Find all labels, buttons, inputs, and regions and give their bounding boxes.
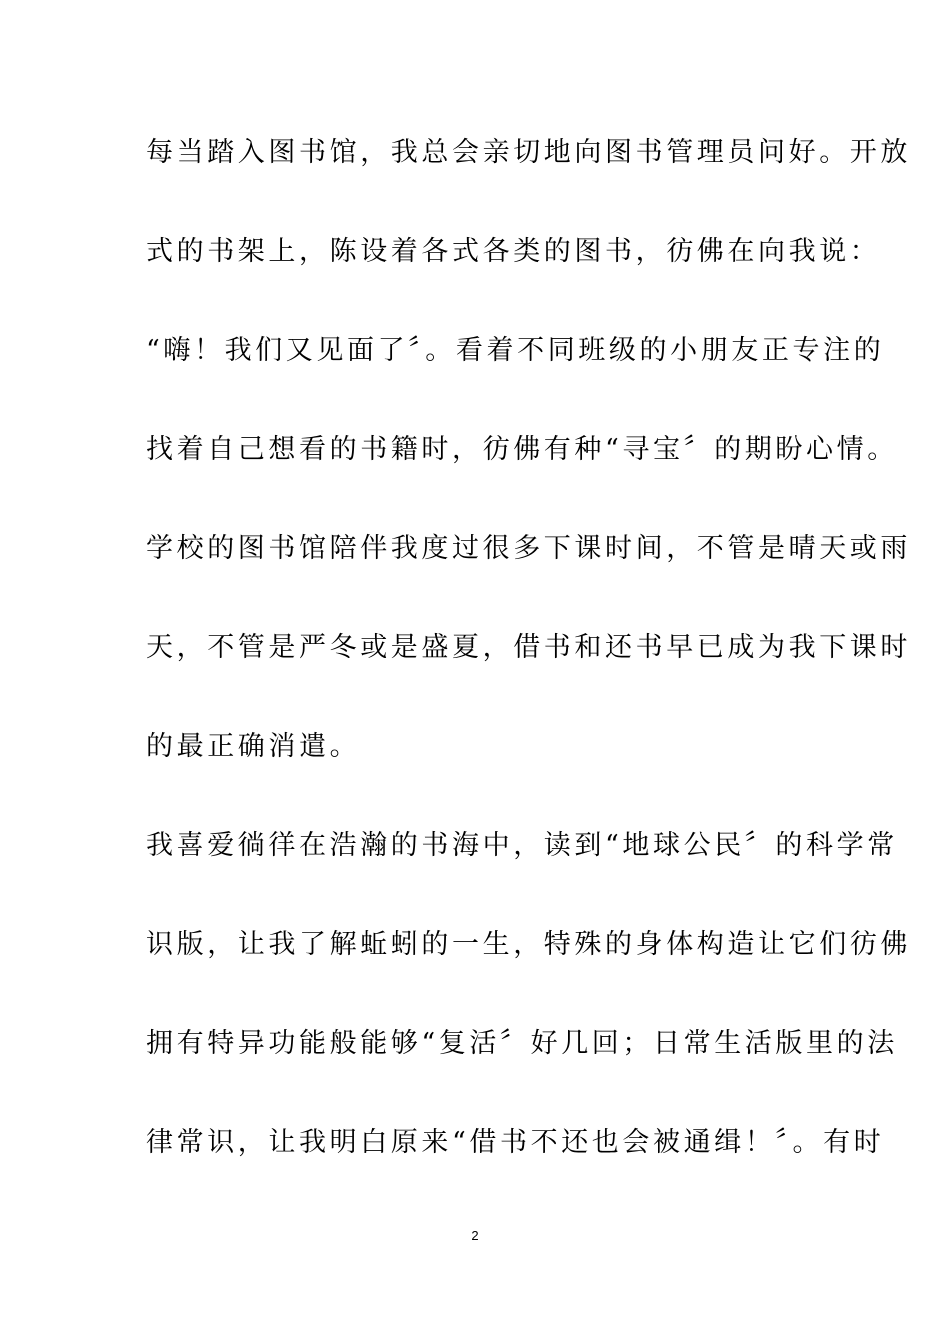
text-line-6: 天，不管是严冬或是盛夏，借书和还书早已成为我下课时	[146, 632, 911, 663]
text-line-7: 的最正确消遣。	[146, 731, 361, 762]
text-line-2: 式的书架上，陈设着各式各类的图书，彷佛在向我说：	[146, 236, 881, 267]
text-line-5: 学校的图书馆陪伴我度过很多下课时间，不管是晴天或雨	[146, 533, 911, 564]
text-line-1: 每当踏入图书馆，我总会亲切地向图书管理员问好。开放	[146, 137, 911, 168]
text-line-9: 识版，让我了解蚯蚓的一生，特殊的身体构造让它们彷佛	[146, 929, 911, 960]
text-line-4: 找着自己想看的书籍时，彷佛有种“寻宝〞的期盼心情。	[146, 434, 898, 465]
text-line-11: 律常识，让我明白原来“借书不还也会被通缉！〞。有时	[146, 1127, 885, 1158]
text-line-8: 我喜爱徜徉在浩瀚的书海中，读到“地球公民〞的科学常	[146, 830, 898, 861]
text-line-10: 拥有特异功能般能够“复活〞好几回；日常生活版里的法	[146, 1028, 898, 1059]
page-number: 2	[471, 1228, 479, 1243]
text-line-3: “嗨！我们又见面了〞。看着不同班级的小朋友正专注的	[146, 335, 885, 366]
